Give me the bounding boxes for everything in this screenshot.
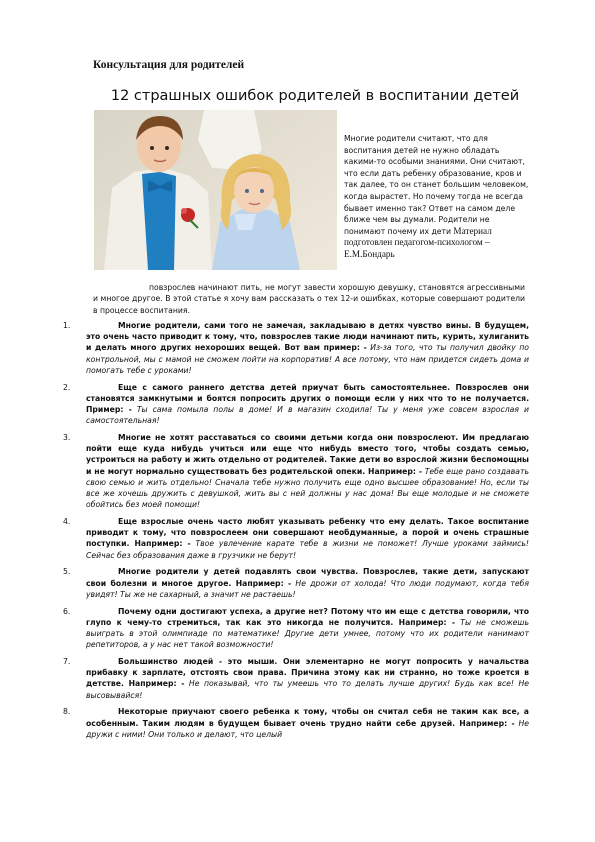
item-example: Ты сама помыла полы в доме! И в магазин сходила! Ты у меня уже совсем взрослая и самостоятельная! bbox=[86, 405, 529, 426]
mistakes-list bbox=[63, 320, 529, 746]
intro-paragraph bbox=[344, 133, 530, 261]
page-title: 12 страшных ошибок родителей в воспитании детей bbox=[110, 88, 520, 104]
list-item bbox=[63, 566, 529, 600]
item-text: Многие родители у детей подавлять свои чувства. Повзрослев, такие дети, запускают свои болезни и многое другое. Например: - bbox=[86, 567, 529, 588]
consultation-heading: Консультация для родителей bbox=[93, 59, 245, 71]
item-example: Не показывай, что ты умеешь что то делать лучше других! Будь как все! Не высовывайся! bbox=[86, 679, 529, 700]
list-item bbox=[63, 320, 529, 376]
list-item bbox=[63, 432, 529, 510]
intro-continued: повзрослев начинают пить, не могут завести хорошую девушку, становятся агрессивными и многое другое. В этой статье я хочу вам рассказать о тех 12-и ошибках, которые совершают родители в процессе воспитания. bbox=[93, 283, 525, 315]
item-text: Большинство людей - это мыши. Они элементарно не могут попросить у начальства прибавку к зарплате, отстоять свои права. Причина этому как ни странно, но тоже кроется в детстве. Например: - bbox=[86, 657, 529, 689]
item-number: 4. bbox=[63, 517, 71, 527]
item-text: Еще с самого раннего детства детей приучат быть самостоятельнее. Повзрослев они становятся замкнутыми и боятся попросить других о помощи если у них что то не получается. Пример: - bbox=[86, 382, 529, 415]
list-item bbox=[63, 706, 529, 740]
item-number: 8. bbox=[63, 707, 71, 717]
intro-text: Многие родители считают, что для воспитания детей не нужно обладать какими-то особыми знаниями. Они считают, что если дать ребенку образование, кров и так далее, то он станет большим человеком, когда вырастет. Но почему тогда не всегда бывает именно так? Ответ на самом деле ближе чем вы думали. Родители не понимают почему их дети bbox=[344, 134, 529, 236]
item-example: Из-за того, что ты получил двойку по контрольной, мы с мамой не сможем пойти на корпоратив! А все потому, что нам придется сидеть дома и помогать тебе с уроками! bbox=[86, 343, 529, 375]
children-photo bbox=[94, 110, 337, 270]
item-example: Ты не сможешь выиграть в этой олимпиаде по математике! Другие дети умнее, потому что их родители нанимают репетиторов, а у нас нет такой возможности! bbox=[86, 617, 529, 650]
material-note: Материал подготовлен педагогом-психологом – Е.М.Бондарь bbox=[344, 225, 492, 259]
list-item bbox=[63, 656, 529, 701]
item-text: Многие не хотят расставаться со своими детьми когда они повзрослеют. Им предлагаю пойти еще куда нибудь учиться или еще что нибудь вместо того, чтобы создать семью, устроиться на работу и жить отдельно от родителей. Такие дети во взрослой жизни беспомощны и не могут нормально существовать без родительской опеки. Например: - bbox=[86, 433, 529, 476]
list-item bbox=[63, 606, 529, 651]
list-item bbox=[63, 382, 529, 427]
item-number: 7. bbox=[63, 657, 71, 667]
item-number: 3. bbox=[63, 433, 71, 443]
item-number: 1. bbox=[63, 321, 71, 330]
item-text: Многие родители, сами того не замечая, закладываю в детях чувство вины. В будущем, это очень часто приводит к тому, что, повзрослев такие люди начинают пить, курить, хулиганить и делать много других нехороших вещей. Вот вам пример: - bbox=[86, 321, 529, 353]
children-photo-image bbox=[94, 110, 337, 270]
item-example: Не дрожи от холода! Что люди подумают, когда тебя увидят! Ты же не сахарный, а значит не растаешь! bbox=[86, 578, 529, 599]
item-number: 5. bbox=[63, 567, 71, 577]
item-text: Еще взрослые очень часто любят указывать ребенку что ему делать. Такое воспитание приводит к тому, что повзрослеем они совершают необдуманные, а порой и очень страшные поступки. Например: - bbox=[86, 517, 529, 549]
item-number: 2. bbox=[63, 382, 71, 392]
list-item bbox=[63, 516, 529, 561]
item-text: Почему одни достигают успеха, а другие нет? Потому что им еще с детства говорили, что глупо к чему-то стремиться, так как это никогда не получится. Например: - bbox=[86, 606, 529, 627]
item-number: 6. bbox=[63, 606, 71, 616]
item-example: Тебе еще рано создавать свою семью и жить отдельно! Сначала тебе нужно получить еще одно высшее образование! Но, если ты все же хочешь дружить с девушкой, жить вы с ней должны у нас дома! Вы еще молодые и не сможете обойтись без моей помощи! bbox=[86, 466, 529, 510]
item-example: Не дружи с ними! Они только и делают, что целый bbox=[86, 718, 529, 739]
item-text: Некоторые приучают своего ребенка к тому, чтобы он считал себя не таким как все, а особенным. Таким людям в будущем бывает очень трудно найти себе друзей. Например: - bbox=[86, 707, 529, 728]
item-example: Твое увлечение карате тебе в жизни не поможет! Лучше уроками займись! Сейчас без образования даже в грузчики не берут! bbox=[86, 539, 529, 560]
